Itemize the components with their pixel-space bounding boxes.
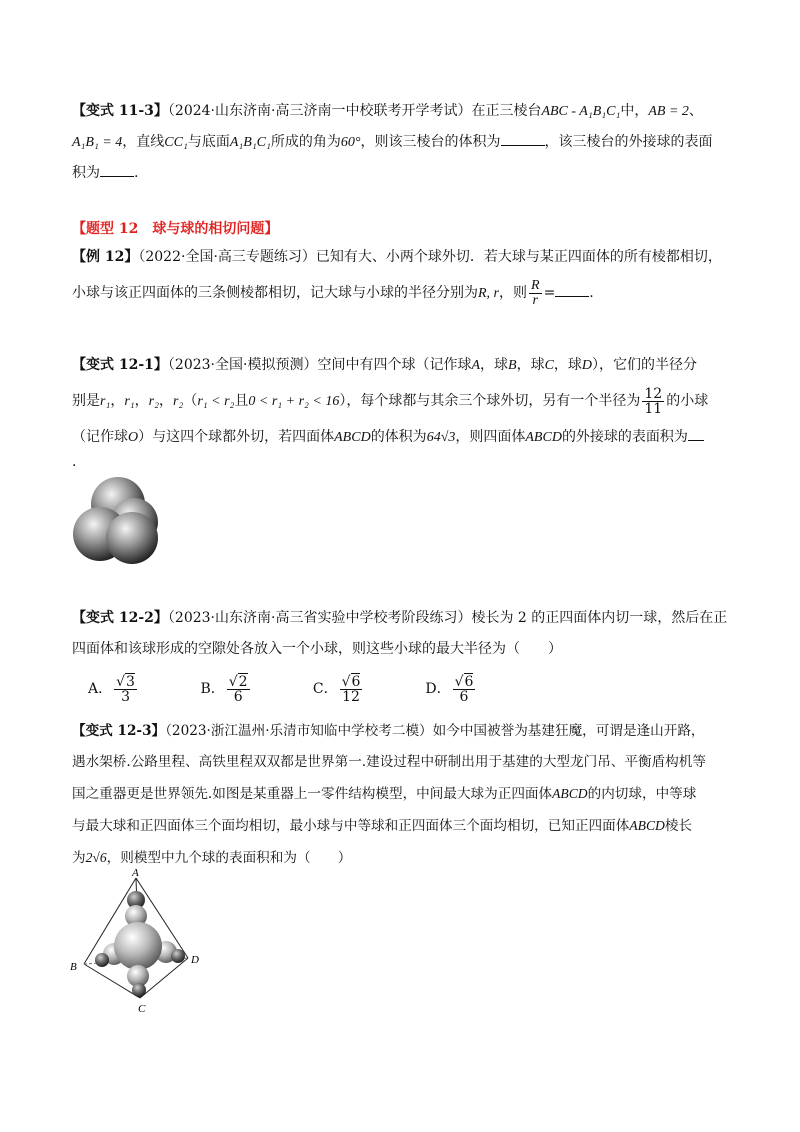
text: . <box>589 285 594 301</box>
text: ，直线 <box>122 134 165 150</box>
sphere <box>106 512 158 564</box>
text: = <box>543 285 556 301</box>
fraction-den: 3 <box>121 688 130 705</box>
text: 、 <box>688 103 703 119</box>
tetrahedron-spheres-figure <box>66 866 216 1016</box>
math: r₁ < r₂ <box>197 394 235 409</box>
fraction <box>529 279 542 308</box>
small-sphere <box>95 953 109 967</box>
math: r₁ <box>124 394 135 409</box>
text: 积为 <box>72 165 100 181</box>
math: O <box>128 430 139 445</box>
problem-tag: 【变式 12-2】 <box>72 610 168 626</box>
math: R, r <box>478 286 499 301</box>
answer-blank <box>501 131 545 146</box>
math: 2√6 <box>85 850 107 865</box>
fraction: $\frac{√6}{12}$ <box>341 673 361 705</box>
math: ABCD <box>334 430 371 445</box>
text: 国之重器更是世界领先.如图是某重器上一零件结构模型，中间最大球为正四面体 <box>72 786 553 802</box>
problem-source: （2024·山东济南·高三济南一中校联考开学考试） <box>167 103 472 119</box>
section-heading: 【题型 12 球与球的相切问题】 <box>72 221 279 237</box>
fraction-num: 2 <box>238 673 248 690</box>
text: 与最大球和正四面体三个面均相切，最小球与中等球和正四面体三个面均相切，已知正四面体 <box>72 818 630 834</box>
text: 的内切球，中等球 <box>587 786 697 802</box>
problem-source: （2023·浙江温州·乐清市知临中学校考二模） <box>165 723 433 739</box>
problem-tag: 【变式 12-1】 <box>72 357 168 373</box>
math: r₂ <box>172 394 184 409</box>
text: 四面体和该球形成的空隙处各放入一个小球，则这些小球的最大半径为（ ） <box>72 641 562 657</box>
large-sphere <box>114 922 162 970</box>
text: 为 <box>72 850 86 866</box>
text: （ <box>183 393 198 409</box>
math: ABC - A₁B₁C₁ <box>541 104 621 119</box>
math: r₂ <box>148 394 159 409</box>
text: ，球 <box>480 357 509 373</box>
answer-blank <box>100 162 134 177</box>
text: 在正三棱台 <box>471 103 542 119</box>
example-12 <box>72 242 732 314</box>
text: 每个球都与其余三个球外切，另有一个半径为 <box>360 393 641 409</box>
math: ABCD <box>629 818 665 833</box>
problem-11-3 <box>72 96 732 189</box>
text: 空间中有四个球（记作球 <box>317 357 472 373</box>
math: r₁ <box>100 394 111 409</box>
text: 别是 <box>72 393 100 409</box>
option-c[interactable] <box>313 671 421 707</box>
vertex-label-d: D <box>191 954 199 966</box>
fraction-num: 6 <box>351 673 361 690</box>
four-spheres-figure <box>72 474 164 566</box>
text: 的小球 <box>666 393 709 409</box>
text: ）， <box>339 393 361 409</box>
fraction: $\frac{√6}{6}$ <box>454 673 474 705</box>
small-sphere <box>171 949 185 963</box>
vertex-label-c: C <box>138 1003 146 1015</box>
problem-12-3 <box>72 716 732 874</box>
fraction-num: 6 <box>464 673 474 690</box>
math: B <box>508 358 517 373</box>
problem-tag: 【变式 12-3】 <box>72 723 166 739</box>
fraction-num: 12 <box>644 385 663 402</box>
small-sphere <box>132 983 146 997</box>
fraction-den: r <box>532 292 538 308</box>
text: 所成的角为 <box>270 134 341 150</box>
vertex-label-a: A <box>132 867 139 879</box>
problem-source: （2022·全国·高三专题练习） <box>138 249 316 265</box>
problem-source: （2023·全国·模拟预测） <box>167 357 318 373</box>
fraction-num: R <box>531 277 540 293</box>
text: （记作球 <box>72 429 128 445</box>
option-label: B． <box>200 681 225 697</box>
fraction-num: 3 <box>126 673 135 690</box>
text: 如今中国被誉为基建狂魔，可谓是逢山开路， <box>432 723 705 739</box>
option-d[interactable] <box>425 671 533 707</box>
math: D <box>581 358 593 373</box>
text: ，球 <box>516 357 545 373</box>
text: 小球与该正四面体的三条侧棱都相切，记大球与小球的半径分别为 <box>72 285 478 301</box>
math: A <box>471 358 481 373</box>
problem-tag: 【变式 11-3】 <box>72 103 168 119</box>
option-b[interactable] <box>200 671 308 707</box>
problem-12-2 <box>72 603 732 707</box>
text: 遇水架桥.公路里程、高铁里程双双都是世界第一.建设过程中研制出用于基建的大型龙门吊、平衡盾构机等 <box>72 754 706 770</box>
text: 与底面 <box>187 134 230 150</box>
text: 的外接球的表面积为 <box>561 429 688 445</box>
text: 的体积为 <box>370 429 427 445</box>
option-a[interactable] <box>88 671 196 707</box>
text: . <box>134 165 139 181</box>
text: ，则该三棱台的体积为 <box>360 134 501 150</box>
fraction-den: 6 <box>233 688 243 705</box>
text: 已知有大、小两个球外切．若大球与某正四面体的所有棱都相切， <box>315 249 722 265</box>
text: ， <box>134 393 149 409</box>
math: A₁B₁C₁ <box>229 135 271 150</box>
text: ，球 <box>553 357 582 373</box>
option-label: C． <box>312 681 338 697</box>
vertex-label-b: B <box>70 961 77 973</box>
text: ，则模型中九个球的表面积和为（ ） <box>106 850 352 866</box>
option-label: D． <box>425 681 451 697</box>
text: 棱长为 2 的正四面体内切一球，然后在正 <box>471 610 728 626</box>
math: 64√3 <box>426 430 456 445</box>
problem-tag: 【例 12】 <box>72 249 139 265</box>
problem-source: （2023·山东济南·高三省实验中学校考阶段练习） <box>167 610 472 626</box>
text: 且 <box>234 393 249 409</box>
option-label: A． <box>88 681 113 697</box>
fraction-den: 6 <box>459 688 469 705</box>
math: AB = 2 <box>648 104 689 119</box>
fraction <box>642 387 664 416</box>
text: 棱长 <box>664 818 693 834</box>
text: . <box>72 454 77 470</box>
text: ，该三棱台的外接球的表面 <box>544 134 713 150</box>
math: 60° <box>340 135 361 150</box>
fraction: $\frac{√3}{3}$ <box>116 673 135 705</box>
text: ， <box>110 393 125 409</box>
fraction-den: 11 <box>644 400 663 417</box>
text: ），它们的半径分 <box>592 357 698 373</box>
fraction: $\frac{√2}{6}$ <box>228 673 248 705</box>
math: 0 < r₁ + r₂ < 16 <box>248 394 340 409</box>
answer-blank <box>555 282 589 297</box>
math: C <box>544 358 554 373</box>
fraction-den: 12 <box>342 688 360 705</box>
options-row <box>72 671 732 707</box>
text: ）与这四个球都外切，若四面体 <box>138 429 335 445</box>
math: ABCD <box>525 430 562 445</box>
problem-12-1 <box>72 350 732 471</box>
answer-blank <box>688 426 704 441</box>
text: ， <box>158 393 173 409</box>
math: CC₁ <box>164 135 188 150</box>
math: A₁B₁ = 4 <box>72 135 123 150</box>
text: ，则四面体 <box>455 429 526 445</box>
text: ，则 <box>499 285 527 301</box>
math: ABCD <box>552 786 588 801</box>
text: 中， <box>620 103 649 119</box>
